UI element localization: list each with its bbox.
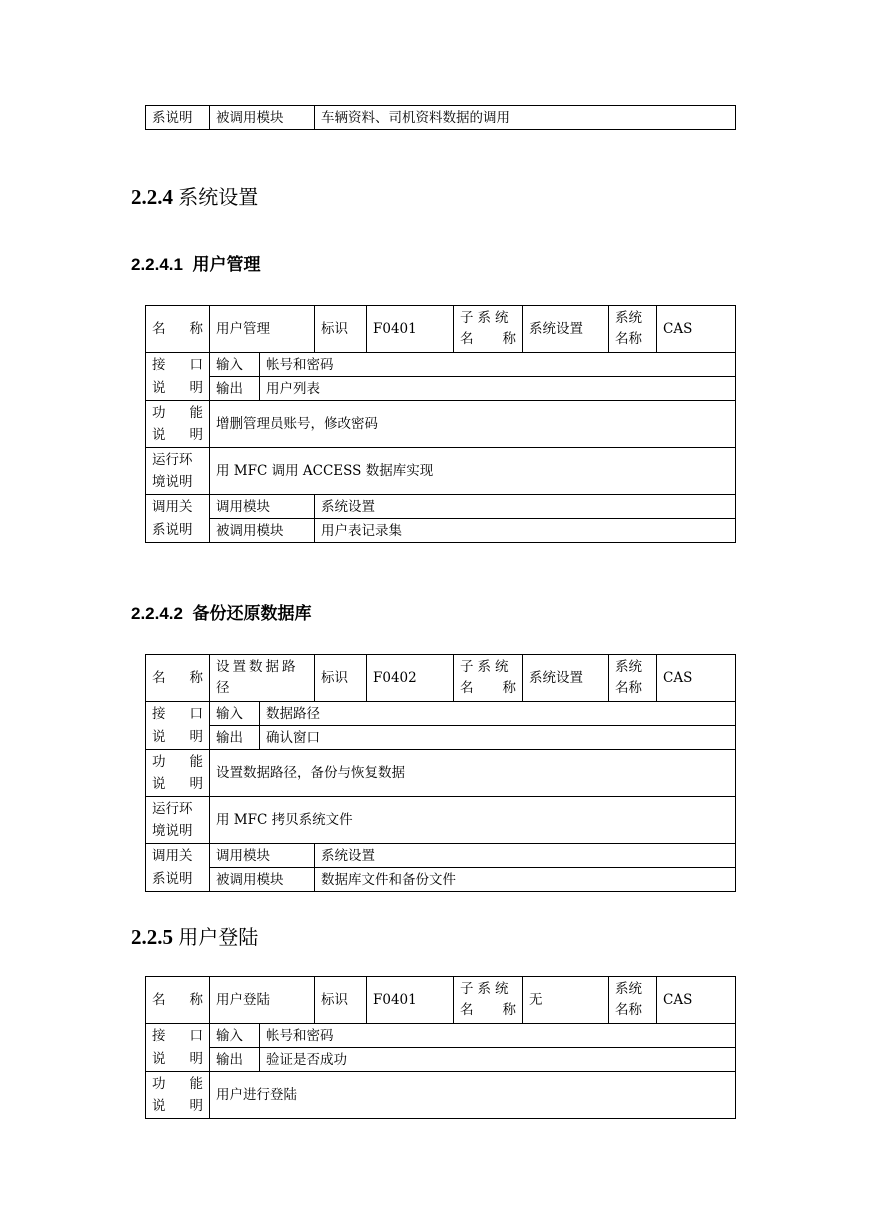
function-label: 功 能 说 明 (146, 401, 210, 448)
system-label: 系统 名称 (609, 655, 657, 702)
called-label: 被调用模块 (210, 868, 315, 892)
section-heading-2242: 2.2.4.2 备份还原数据库 (131, 604, 312, 624)
input-value: 数据路径 (260, 702, 736, 726)
interface-label-bottom: 说 明 (146, 726, 210, 750)
interface-label-bottom: 说 明 (146, 377, 210, 401)
system-label: 系统 名称 (609, 306, 657, 353)
call-relation-label-top: 调用关 (146, 495, 210, 519)
spec-table-user-management (145, 305, 736, 543)
output-label: 输出 (210, 377, 260, 401)
call-relation-label-bottom: 系说明 (146, 519, 210, 543)
system-label: 系统 名称 (609, 977, 657, 1024)
call-relation-label-bottom: 系说明 (146, 868, 210, 892)
name-label: 名 称 (146, 655, 210, 702)
subsystem-value: 系统设置 (523, 306, 609, 353)
system-value: CAS (657, 655, 736, 702)
id-label: 标识 (315, 977, 367, 1024)
environment-label: 运行环 境说明 (146, 797, 210, 844)
subsystem-label: 子系统 名 称 (454, 306, 523, 353)
input-value: 帐号和密码 (260, 353, 736, 377)
function-label: 功 能 说 明 (146, 750, 210, 797)
environment-label: 运行环 境说明 (146, 448, 210, 495)
function-value: 设置数据路径，备份与恢复数据 (210, 750, 736, 797)
id-value: F0401 (367, 306, 454, 353)
function-value: 增删管理员账号，修改密码 (210, 401, 736, 448)
system-value: CAS (657, 977, 736, 1024)
output-label: 输出 (210, 726, 260, 750)
section-heading-225: 2.2.5 用户登陆 (131, 925, 259, 949)
output-label: 输出 (210, 1048, 260, 1072)
input-label: 输入 (210, 353, 260, 377)
system-value: CAS (657, 306, 736, 353)
subsystem-value: 系统设置 (523, 655, 609, 702)
section-heading-224: 2.2.4 系统设置 (131, 185, 259, 209)
name-value: 用户登陆 (210, 977, 315, 1024)
input-value: 帐号和密码 (260, 1024, 736, 1048)
output-value: 确认窗口 (260, 726, 736, 750)
interface-label-top: 接 口 (146, 1024, 210, 1048)
call-relation-label-top: 调用关 (146, 844, 210, 868)
subsystem-label: 子系统 名 称 (454, 977, 523, 1024)
calls-value: 系统设置 (315, 495, 736, 519)
called-label: 被调用模块 (210, 519, 315, 543)
name-value: 设置数据路 径 (210, 655, 315, 702)
top-partial-table (145, 105, 736, 130)
environment-value: 用 MFC 调用 ACCESS 数据库实现 (210, 448, 736, 495)
calls-label: 调用模块 (210, 844, 315, 868)
name-label: 名 称 (146, 977, 210, 1024)
spec-table-backup-restore (145, 654, 736, 892)
input-label: 输入 (210, 702, 260, 726)
function-value: 用户进行登陆 (210, 1072, 736, 1119)
id-value: F0402 (367, 655, 454, 702)
called-value: 数据库文件和备份文件 (315, 868, 736, 892)
called-value: 用户表记录集 (315, 519, 736, 543)
id-label: 标识 (315, 655, 367, 702)
called-module-label: 被调用模块 (210, 106, 315, 130)
calls-label: 调用模块 (210, 495, 315, 519)
output-value: 用户列表 (260, 377, 736, 401)
called-module-value: 车辆资料、司机资料数据的调用 (315, 106, 736, 130)
section-heading-2241: 2.2.4.1 用户管理 (131, 255, 261, 275)
name-label: 名 称 (146, 306, 210, 353)
output-value: 验证是否成功 (260, 1048, 736, 1072)
calls-value: 系统设置 (315, 844, 736, 868)
call-relation-label: 系说明 (146, 106, 210, 130)
input-label: 输入 (210, 1024, 260, 1048)
name-value: 用户管理 (210, 306, 315, 353)
id-value: F0401 (367, 977, 454, 1024)
subsystem-label: 子系统 名 称 (454, 655, 523, 702)
environment-value: 用 MFC 拷贝系统文件 (210, 797, 736, 844)
function-label: 功 能 说 明 (146, 1072, 210, 1119)
interface-label-top: 接 口 (146, 702, 210, 726)
interface-label-bottom: 说 明 (146, 1048, 210, 1072)
spec-table-user-login (145, 976, 736, 1119)
subsystem-value: 无 (523, 977, 609, 1024)
interface-label-top: 接 口 (146, 353, 210, 377)
id-label: 标识 (315, 306, 367, 353)
